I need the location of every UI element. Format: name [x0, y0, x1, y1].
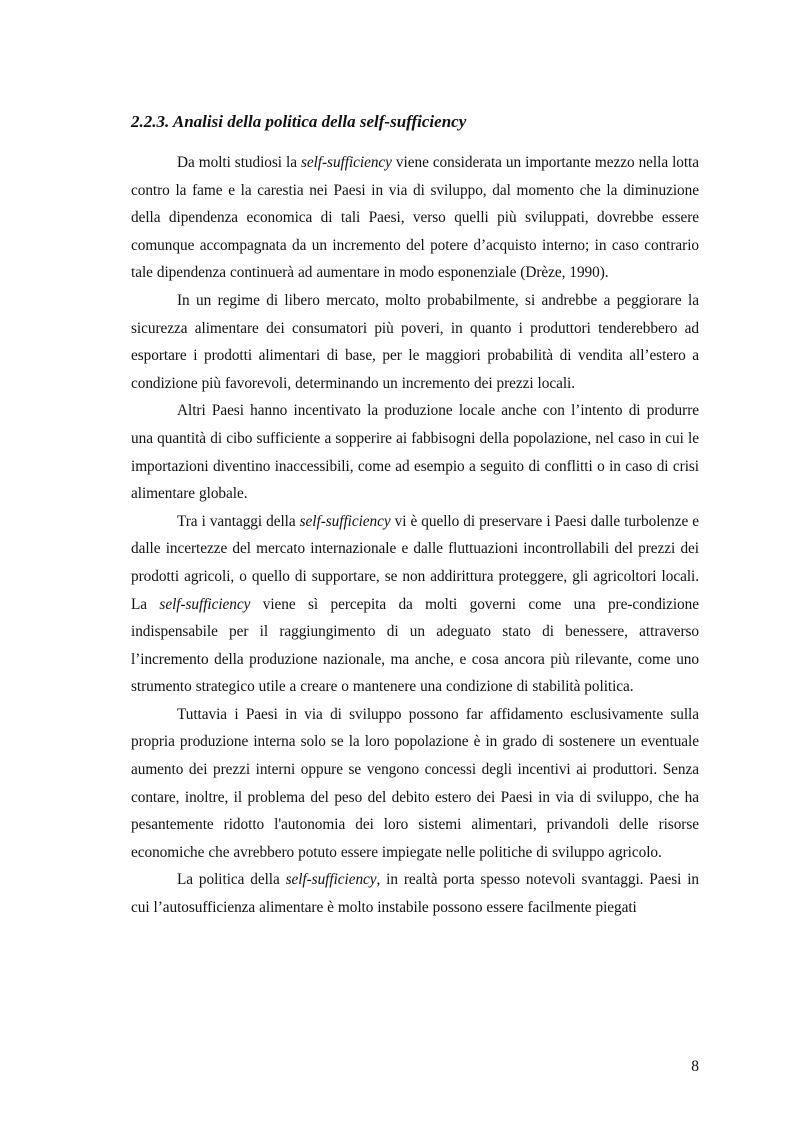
- body-paragraph: [131, 287, 699, 397]
- body-paragraph: [131, 149, 699, 287]
- body-paragraph: [131, 397, 699, 507]
- italic-term: self-sufficiency: [285, 871, 377, 889]
- text-run: viene sì percepita da molti governi come una pre-condizione indispensabile per il raggiungimento di un adeguato stato di benessere, attraverso l’incremento della produzione nazionale, ma anche, e cosa ancora più rilevante, come uno strumento strategico utile a creare o mantenere una condizione di stabilità politica.: [131, 595, 699, 696]
- text-run: vi è quello di preservare i Paesi dalle turbolenze e dalle incertezze del mercato internazionale e dalle fluttuazioni incontrollabili del prezzi dei prodotti agricoli, o quello di supportare, se non addirittura proteggere, gli agricoltori locali. La: [131, 512, 699, 613]
- body-paragraph: [131, 508, 699, 701]
- italic-term: self-sufficiency: [299, 512, 391, 530]
- text-run: Tra i vantaggi della: [177, 512, 300, 530]
- text-run: Tuttavia i Paesi in via di sviluppo possono far affidamento esclusivamente sulla propria produzione interna solo se la loro popolazione è in grado di sostenere un eventuale aumento dei prezzi interni oppure se vengono concessi degli incentivi ai produttori. Senza contare, inoltre, il problema del peso del debito estero dei Paesi in via di sviluppo, che ha pesantemente ridotto l'autonomia dei loro sistemi alimentari, privandoli delle risorse economiche che avrebbero potuto essere impiegate nelle politiche di sviluppo agricolo.: [131, 705, 699, 861]
- body-text: [131, 149, 699, 922]
- text-run: , in realtà porta spesso notevoli svantaggi. Paesi in cui l’autosufficienza alimentare è molto instabile possono essere facilmente piegati: [131, 871, 699, 917]
- body-paragraph: [131, 866, 699, 921]
- text-run: In un regime di libero mercato, molto probabilmente, si andrebbe a peggiorare la sicurezza alimentare dei consumatori più poveri, in quanto i produttori tenderebbero ad esportare i prodotti alimentari di base, per le maggiori probabilità di vendita all’estero a condizione più favorevoli, determinando un incremento dei prezzi locali.: [131, 291, 699, 392]
- text-run: Da molti studiosi la: [177, 154, 301, 171]
- italic-term: self-sufficiency: [159, 595, 251, 613]
- italic-term: self-sufficiency: [300, 154, 392, 171]
- text-run: La politica della: [177, 871, 286, 889]
- document-page: [131, 112, 699, 922]
- body-paragraph: [131, 701, 699, 867]
- section-heading: 2.2.3. Analisi della politica della self-sufficiency: [131, 112, 467, 131]
- text-run: Altri Paesi hanno incentivato la produzione locale anche con l’intento di produrre una quantità di cibo sufficiente a sopperire ai fabbisogni della popolazione, nel caso in cui le importazioni diventino inaccessibili, come ad esempio a seguito di conflitti o in caso di crisi alimentare globale.: [131, 402, 699, 503]
- text-run: viene considerata un importante mezzo nella lotta contro la fame e la carestia nei Paesi in via di sviluppo, dal momento che la diminuzione della dipendenza economica di tali Paesi, verso quelli più sviluppati, dovrebbe essere comunque accompagnata da un incremento del potere d’acquisto interno; in caso contrario tale dipendenza continuerà ad aumentare in modo esponenziale (Drèze, 1990).: [131, 154, 700, 282]
- page-number: 8: [691, 1058, 699, 1075]
